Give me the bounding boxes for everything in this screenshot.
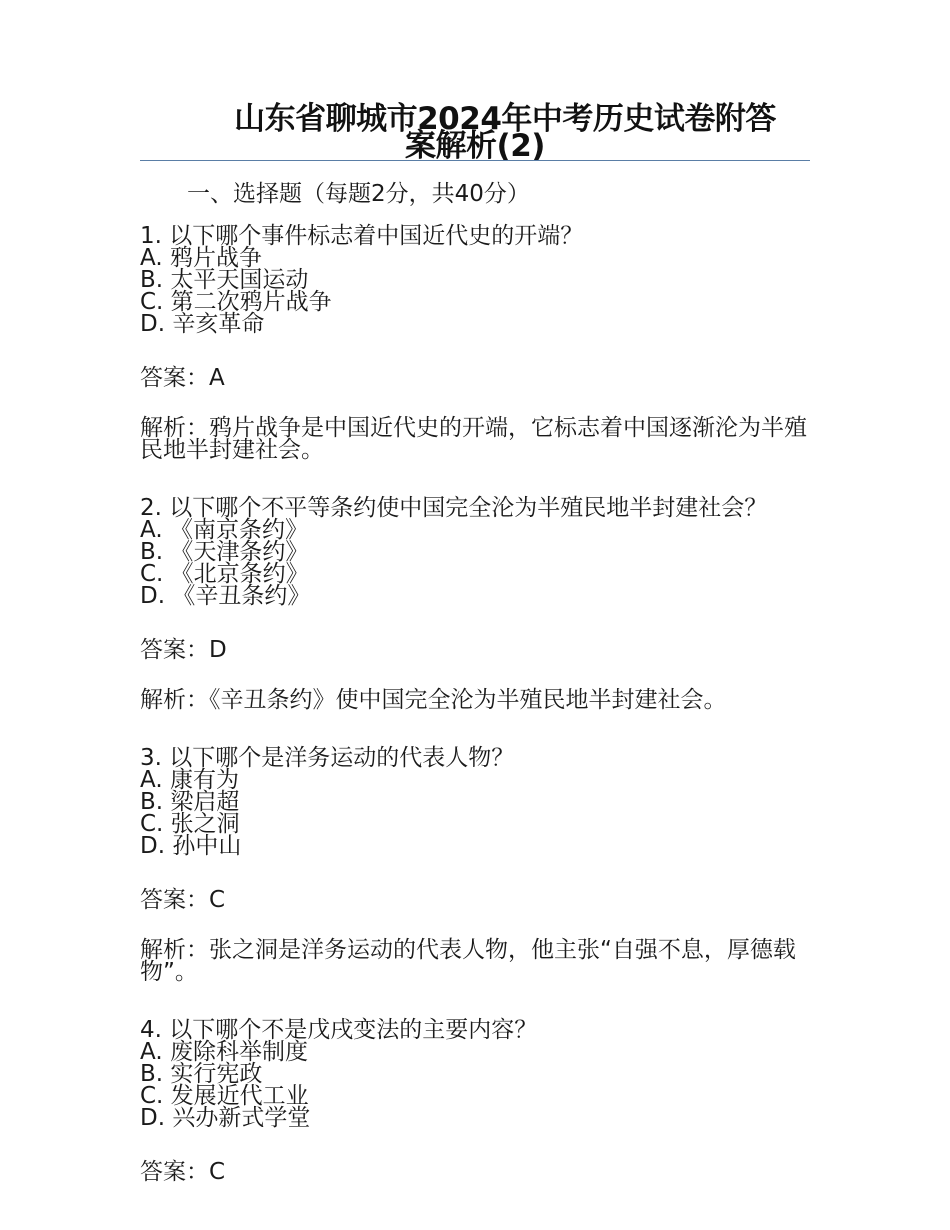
analysis: 解析：鸦片战争是中国近代史的开端，它标志着中国逐渐沦为半殖民地半封建社会。: [140, 415, 807, 463]
question-2: [140, 497, 810, 711]
title-underline: [140, 160, 810, 161]
spacer: [140, 461, 810, 497]
answer: 答案：D: [140, 637, 227, 663]
option-a: A. 《南京条约》: [140, 517, 308, 543]
question-4: [140, 1019, 810, 1185]
option-b: B. 太平天国运动: [140, 267, 309, 293]
option-d: D. 兴办新式学堂: [140, 1105, 311, 1131]
option-a: A. 废除科举制度: [140, 1039, 308, 1065]
analysis: 解析：张之洞是洋务运动的代表人物，他主张“自强不息，厚德载物”。: [140, 937, 796, 985]
spacer: [140, 983, 810, 1019]
option-b: B. 《天津条约》: [140, 539, 309, 565]
option-d: D. 孙中山: [140, 833, 242, 859]
option-d: D. 辛亥革命: [140, 311, 265, 337]
option-c: C. 第二次鸦片战争: [140, 289, 332, 315]
document-title: [140, 101, 810, 164]
option-c: C. 发展近代工业: [140, 1083, 309, 1109]
question-text: 2. 以下哪个不平等条约使中国完全沦为半殖民地半封建社会？: [140, 495, 768, 521]
question-1: [140, 225, 810, 461]
option-b: B. 梁启超: [140, 789, 240, 815]
answer: 答案：C: [140, 1159, 226, 1185]
title-line-2: 案解析(2): [405, 128, 545, 164]
option-c: C. 《北京条约》: [140, 561, 309, 587]
option-b: B. 实行宪政: [140, 1061, 263, 1087]
option-d: D. 《辛丑条约》: [140, 583, 311, 609]
analysis: 解析：《辛丑条约》使中国完全沦为半殖民地半封建社会。: [140, 687, 727, 713]
option-c: C. 张之洞: [140, 811, 240, 837]
answer: 答案：A: [140, 365, 225, 391]
option-a: A. 鸦片战争: [140, 245, 262, 271]
question-text: 4. 以下哪个不是戊戌变法的主要内容？: [140, 1017, 538, 1043]
title-line-1: 山东省聊城市2024年中考历史试卷附答: [234, 101, 776, 137]
option-a: A. 康有为: [140, 767, 239, 793]
question-text: 1. 以下哪个事件标志着中国近代史的开端？: [140, 223, 584, 249]
question-3: [140, 747, 810, 983]
question-list: [140, 225, 810, 1185]
spacer: [140, 711, 810, 747]
question-text: 3. 以下哪个是洋务运动的代表人物？: [140, 745, 515, 771]
section-heading: 一、选择题（每题2分，共40分）: [187, 181, 530, 207]
answer: 答案：C: [140, 887, 226, 913]
